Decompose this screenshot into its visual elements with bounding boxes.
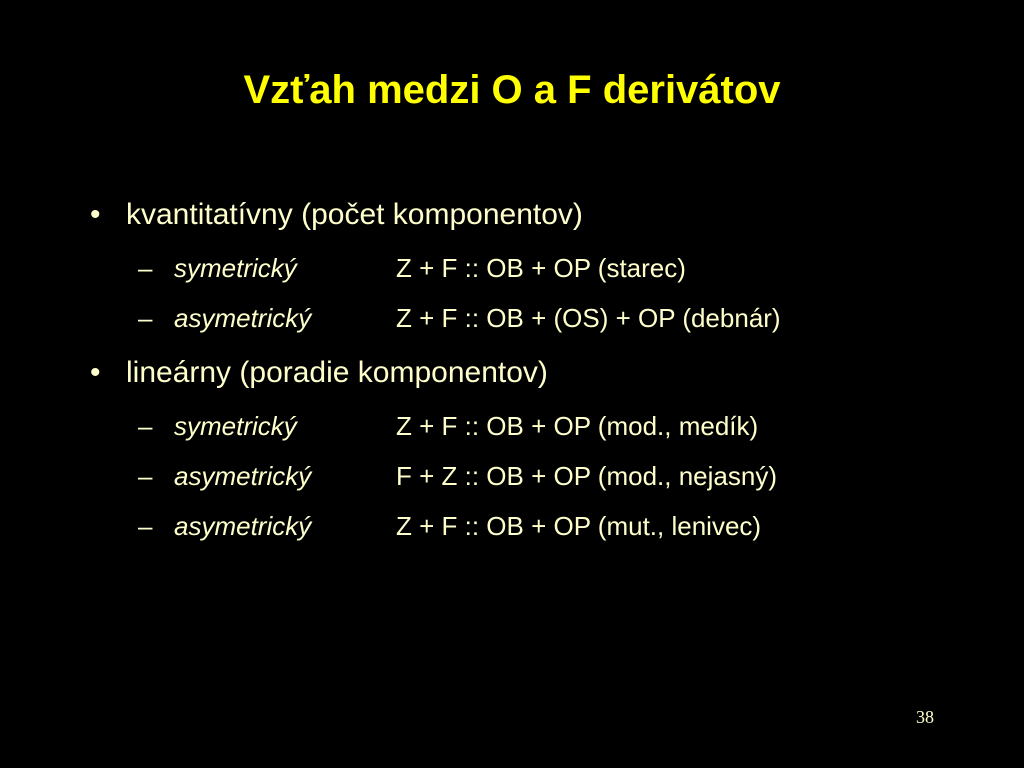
sub-item-kind: asymetrický <box>174 303 312 333</box>
sub-item-kind: symetrický <box>174 411 297 441</box>
sub-item-formula: Z + F :: OB + OP (mut., lenivec) <box>396 511 762 541</box>
dash-marker: – <box>138 461 153 491</box>
dash-marker: – <box>138 511 153 541</box>
sub-item <box>90 409 990 443</box>
sub-item <box>90 251 990 285</box>
sub-item-kind: asymetrický <box>174 511 312 541</box>
bullet-marker: • <box>90 356 101 389</box>
bullet-text: lineárny (poradie komponentov) <box>126 356 548 389</box>
dash-marker: – <box>138 411 153 441</box>
bullet-item-linear <box>90 353 990 393</box>
dash-marker: – <box>138 253 153 283</box>
sub-item <box>90 459 990 493</box>
page-number: 38 <box>916 707 934 727</box>
sub-item-kind: symetrický <box>174 253 297 283</box>
sub-item-formula: F + Z :: OB + OP (mod., nejasný) <box>396 461 777 491</box>
sub-item <box>90 509 990 543</box>
slide-title: Vzťah medzi O a F derivátov <box>243 68 781 112</box>
dash-marker: – <box>138 303 153 333</box>
bullet-text: kvantitatívny (počet komponentov) <box>126 198 583 231</box>
sub-item <box>90 301 990 335</box>
sub-item-formula: Z + F :: OB + (OS) + OP (debnár) <box>396 303 781 333</box>
bullet-item-quantitative <box>90 195 990 235</box>
bullet-marker: • <box>90 198 101 231</box>
bullet-list <box>90 195 990 543</box>
sub-item-formula: Z + F :: OB + OP (mod., medík) <box>396 411 759 441</box>
sub-item-formula: Z + F :: OB + OP (starec) <box>396 253 686 283</box>
sub-item-kind: asymetrický <box>174 461 312 491</box>
